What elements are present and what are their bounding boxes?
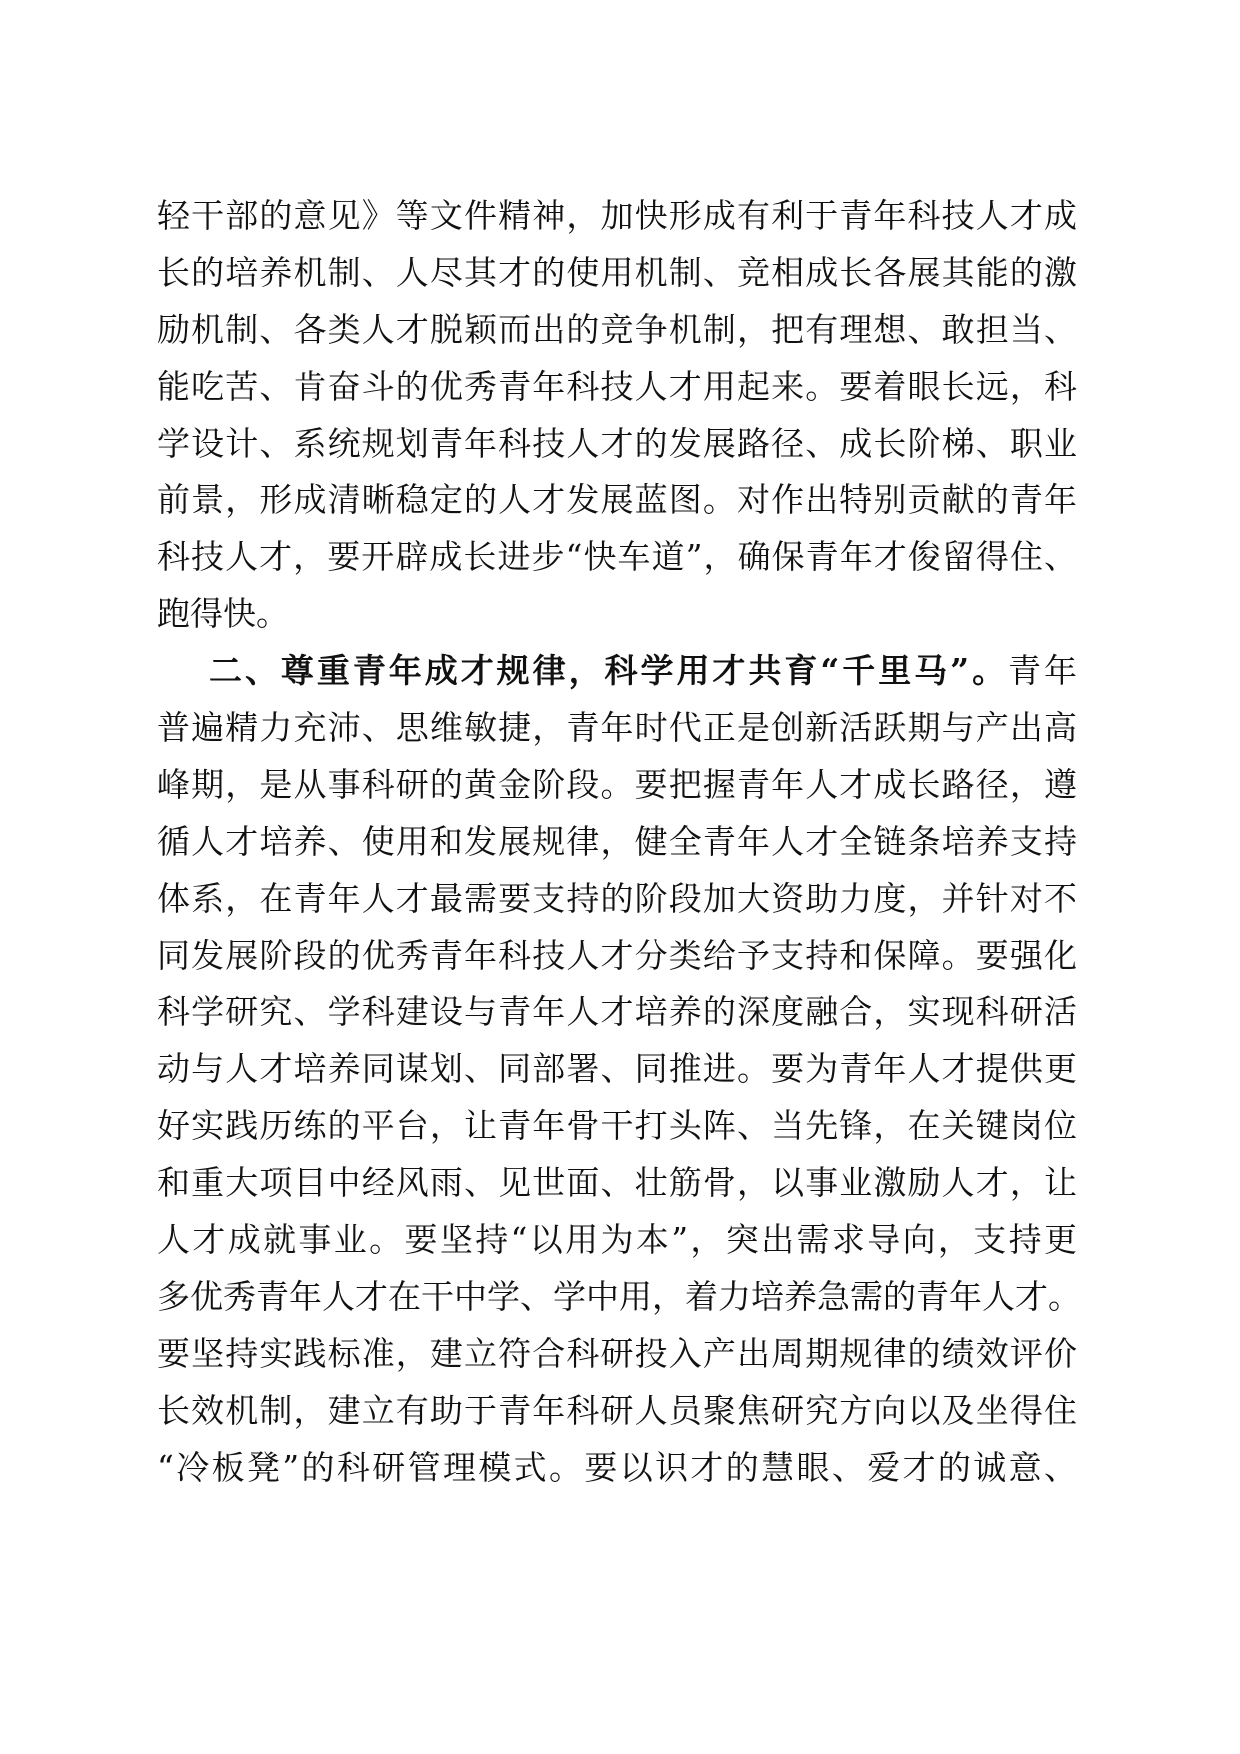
paragraph-continued (157, 188, 1077, 643)
document-body (157, 188, 1081, 1496)
heading-line-rest: 青年 (1008, 651, 1078, 691)
text-line: 动与人才培养同谋划、同部署、同推进。要为青年人才提供更 (157, 1049, 1077, 1089)
paragraph-section-two (157, 643, 1081, 1496)
text-line: 科学研究、学科建设与青年人才培养的深度融合，实现科研活 (157, 992, 1077, 1032)
text-line: 和重大项目中经风雨、见世面、壮筋骨，以事业激励人才，让 (157, 1163, 1077, 1203)
text-line: 普遍精力充沛、思维敏捷，青年时代正是创新活跃期与产出高 (157, 708, 1077, 748)
text-line: 前景，形成清晰稳定的人才发展蓝图。对作出特别贡献的青年 (157, 480, 1077, 520)
text-line: 励机制、各类人才脱颖而出的竞争机制，把有理想、敢担当、 (157, 309, 1077, 349)
text-line: 人才成就事业。要坚持“以用为本”，突出需求导向，支持更 (157, 1220, 1077, 1260)
text-line: 多优秀青年人才在干中学、学中用，着力培养急需的青年人才。 (157, 1276, 1081, 1316)
text-line: 峰期，是从事科研的黄金阶段。要把握青年人才成长路径，遵 (157, 764, 1077, 804)
text-line: 学设计、系统规划青年科技人才的发展路径、成长阶梯、职业 (157, 423, 1077, 463)
text-line: 能吃苦、肯奋斗的优秀青年科技人才用起来。要着眼长远，科 (157, 366, 1077, 406)
text-line: 科技人才，要开辟成长进步“快车道”，确保青年才俊留得住、 (157, 537, 1077, 577)
text-line: 长效机制，建立有助于青年科研人员聚焦研究方向以及坐得住 (157, 1390, 1077, 1430)
text-line: 体系，在青年人才最需要支持的阶段加大资助力度，并针对不 (157, 878, 1077, 918)
text-line: “冷板凳”的科研管理模式。要以识才的慧眼、爱才的诚意、 (157, 1447, 1077, 1487)
section-heading-line (157, 643, 1077, 700)
text-line: 跑得快。 (157, 594, 289, 634)
text-line: 轻干部的意见》等文件精神，加快形成有利于青年科技人才成 (157, 196, 1077, 235)
text-line: 长的培养机制、人尽其才的使用机制、竞相成长各展其能的激 (157, 252, 1077, 292)
section-heading: 二、尊重青年成才规律，科学用才共育“千里马”。 (209, 651, 1009, 691)
text-line: 要坚持实践标准，建立符合科研投入产出周期规律的绩效评价 (157, 1333, 1077, 1373)
text-line: 好实践历练的平台，让青年骨干打头阵、当先锋，在关键岗位 (157, 1106, 1077, 1146)
text-line: 同发展阶段的优秀青年科技人才分类给予支持和保障。要强化 (157, 935, 1077, 975)
text-line: 循人才培养、使用和发展规律，健全青年人才全链条培养支持 (157, 821, 1077, 861)
